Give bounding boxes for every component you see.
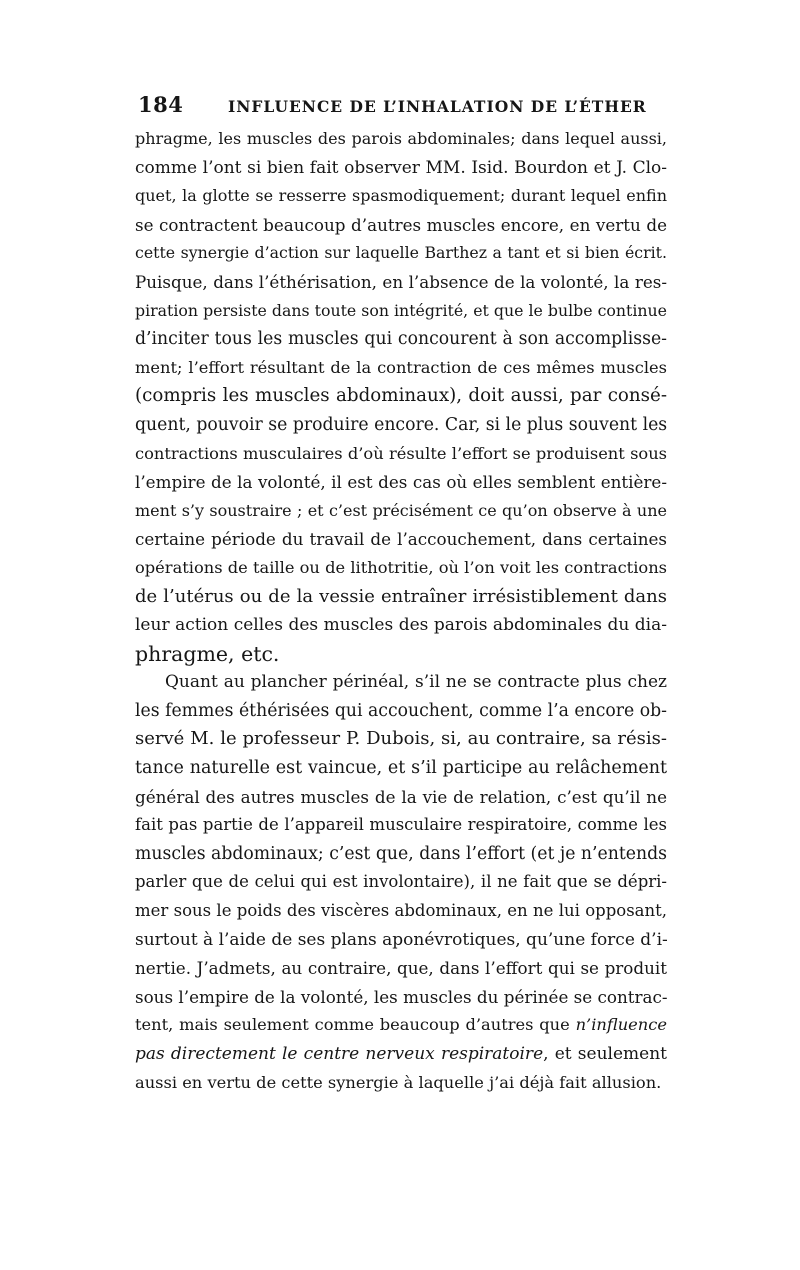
- text-run: , et seulement: [543, 1044, 667, 1064]
- text-line: surtout à l’aide de ses plans aponévrotiques, qu’une force d’i-: [135, 929, 668, 950]
- text-line: quent, pouvoir se produire encore. Car, si le plus souvent les: [135, 414, 668, 435]
- text-line: se contractent beaucoup d’autres muscles encore, en vertu de: [135, 214, 667, 235]
- italic-run: n’influence: [575, 1015, 667, 1035]
- text-line: général des autres muscles de la vie de relation, c’est qu’il ne: [135, 786, 667, 807]
- text-line: l’empire de la volonté, il est des cas où elles semblent entière-: [135, 472, 667, 493]
- text-line: leur action celles des muscles des parois abdominales du dia-: [135, 615, 667, 636]
- text-line: Quant au plancher périnéal, s’il ne se contracte plus chez: [165, 672, 667, 693]
- text-line: phragme, les muscles des parois abdominales; dans lequel aussi,: [135, 129, 667, 148]
- page-number: 184: [138, 92, 184, 117]
- text-line: tance naturelle est vaincue, et s’il participe au relâchement: [135, 758, 667, 779]
- text-line: (compris les muscles abdominaux), doit aussi, par consé-: [135, 385, 667, 407]
- text-line: parler que de celui qui est involontaire), il ne fait que se dépri-: [135, 872, 667, 892]
- text-line: de l’utérus ou de la vessie entraîner irrésistiblement dans: [135, 585, 667, 607]
- page-header: [138, 92, 668, 116]
- text-line: phragme, etc.: [135, 641, 280, 666]
- text-line: ment s’y soustraire ; et c’est précisément ce qu’on observe à une: [135, 500, 667, 520]
- text-line: sous l’empire de la volonté, les muscles du périnée se contrac-: [135, 986, 668, 1007]
- running-title: INFLUENCE DE L’INHALATION DE L’ÉTHER: [228, 97, 647, 116]
- text-line: d’inciter tous les muscles qui concourent à son accomplisse-: [135, 329, 667, 350]
- text-line: les femmes éthérisées qui accouchent, comme l’a encore ob-: [135, 700, 667, 721]
- text-line: certaine période du travail de l’accouchement, dans certaines: [135, 529, 667, 550]
- text-line: contractions musculaires d’où résulte l’effort se produisent sous: [135, 443, 667, 463]
- text-line: quet, la glotte se resserre spasmodiquement; durant lequel enfin: [135, 186, 667, 206]
- text-line: cette synergie d’action sur laquelle Barthez a tant et si bien écrit.: [135, 243, 667, 263]
- body-text: [135, 125, 667, 1097]
- italic-run: pas directement le centre nerveux respiratoire: [135, 1044, 544, 1064]
- text-line: ment; l’effort résultant de la contraction de ces mêmes muscles: [135, 357, 667, 377]
- text-line: comme l’ont si bien fait observer MM. Isid. Bourdon et J. Clo-: [135, 157, 667, 178]
- text-line: servé M. le professeur P. Dubois, si, au contraire, sa résis-: [135, 728, 667, 750]
- text-run: tent, mais seulement comme beaucoup d’autres que: [135, 1015, 570, 1035]
- text-line: nertie. J’admets, au contraire, que, dans l’effort qui se produit: [135, 958, 667, 979]
- text-line: aussi en vertu de cette synergie à laquelle j’ai déjà fait allusion.: [135, 1072, 662, 1092]
- text-line: opérations de taille ou de lithotritie, où l’on voit les contractions: [135, 557, 667, 577]
- text-line: [135, 1011, 667, 1040]
- text-line: mer sous le poids des viscères abdominaux, en ne lui opposant,: [135, 901, 667, 921]
- text-line: muscles abdominaux; c’est que, dans l’effort (et je n’entends: [135, 843, 667, 864]
- text-line: [135, 1040, 667, 1069]
- text-line: piration persiste dans toute son intégrité, et que le bulbe continue: [135, 300, 667, 320]
- text-line: fait pas partie de l’appareil musculaire respiratoire, comme les: [135, 815, 667, 835]
- text-line: Puisque, dans l’éthérisation, en l’absence de la volonté, la res-: [135, 271, 667, 292]
